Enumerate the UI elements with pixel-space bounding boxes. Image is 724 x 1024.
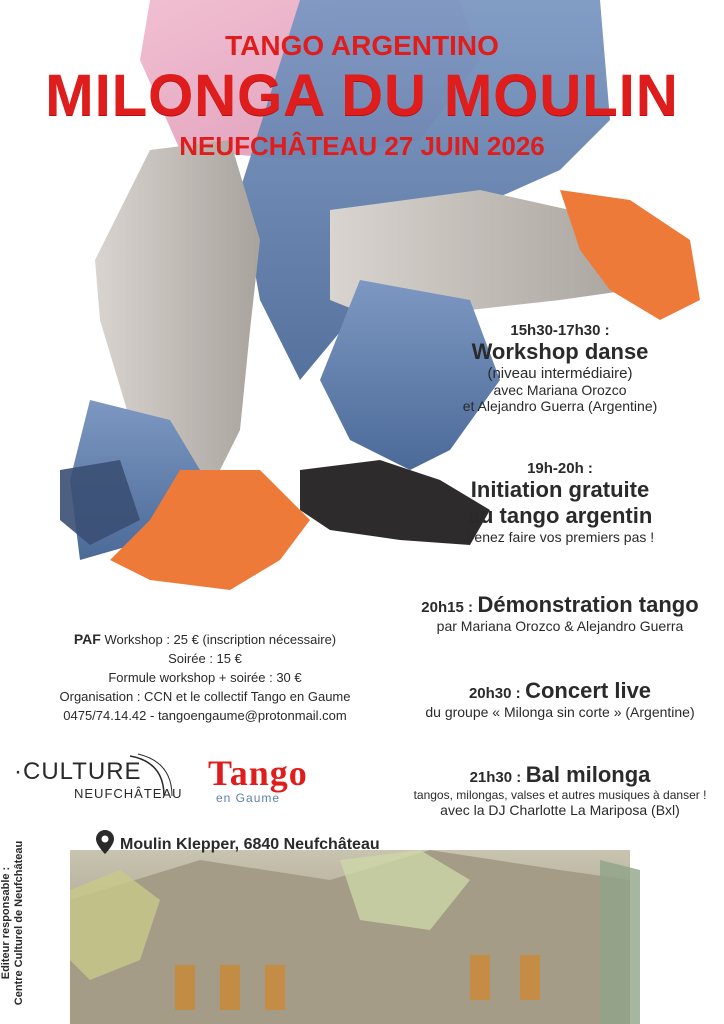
schedule-title-2: au tango argentin [467,503,653,528]
paf-workshop: Workshop : 25 € (inscription nécessaire) [104,632,337,647]
tango-logo-sub: en Gaume [216,791,281,805]
paf-formule: Formule workshop + soirée : 30 € [108,670,302,685]
location-text: Moulin Klepper, 6840 Neufchâteau [120,836,380,853]
editor-line2: Centre Culturel de Neufchâteau [13,840,25,1006]
paf-label: PAF [73,631,101,647]
editor-responsable [0,838,26,1008]
schedule-line: Venez faire vos premiers pas ! [465,529,655,545]
culture-logo-line2: NEUFCHÂTEAU [74,786,183,801]
pricing-block [20,630,390,725]
schedule-item-concert [410,678,710,720]
event-title: MILONGA DU MOULIN [45,63,679,128]
tango-en-gaume-logo [208,755,308,805]
schedule-title: Workshop danse [471,339,649,364]
schedule-line: et Alejandro Guerra (Argentine) [462,398,658,414]
culture-neufchateau-logo [14,758,183,801]
schedule-time: 20h30 : [468,685,521,702]
schedule-time: 15h30-17h30 : [510,322,610,339]
location-line [96,830,380,854]
paf-soiree: Soirée : 15 € [168,651,242,666]
map-pin-icon [96,830,114,854]
schedule-line: tangos, milongas, valses et autres musiques à danser ! [413,788,707,802]
schedule-title: Démonstration tango [477,592,699,617]
schedule-item-bal [410,762,710,818]
schedule-time: 21h30 : [469,769,522,786]
schedule-line: avec la DJ Charlotte La Mariposa (Bxl) [440,802,680,818]
schedule-item-initiation [410,460,710,545]
schedule-line: par Mariana Orozco & Alejandro Guerra [436,618,684,634]
event-dateline: NEUFCHÂTEAU 27 JUIN 2026 [179,131,545,161]
tango-logo-text: Tango [208,753,308,793]
organisation-text: Organisation : CCN et le collectif Tango en Gaume [59,689,351,704]
schedule-title: Initiation gratuite [470,477,650,502]
schedule-title: Bal milonga [525,762,651,787]
schedule-line: avec Mariana Orozco [493,382,627,398]
schedule-title: Concert live [525,678,652,703]
event-kicker: TANGO ARGENTINO [225,30,499,61]
schedule-item-workshop [410,322,710,414]
contact-text: 0475/74.14.42 - tangoengaume@protonmail.com [63,708,347,723]
culture-logo-arc-icon [124,752,174,798]
schedule-item-demo [410,592,710,634]
culture-logo-line1: ·CULTURE [14,758,142,785]
editor-line1: Editeur responsable : [0,866,12,980]
schedule-time: 19h-20h : [527,460,593,477]
schedule-time: 20h15 : [421,599,473,616]
schedule-line: (niveau intermédiaire) [487,365,633,382]
schedule-line: du groupe « Milonga sin corte » (Argentine) [425,704,695,720]
